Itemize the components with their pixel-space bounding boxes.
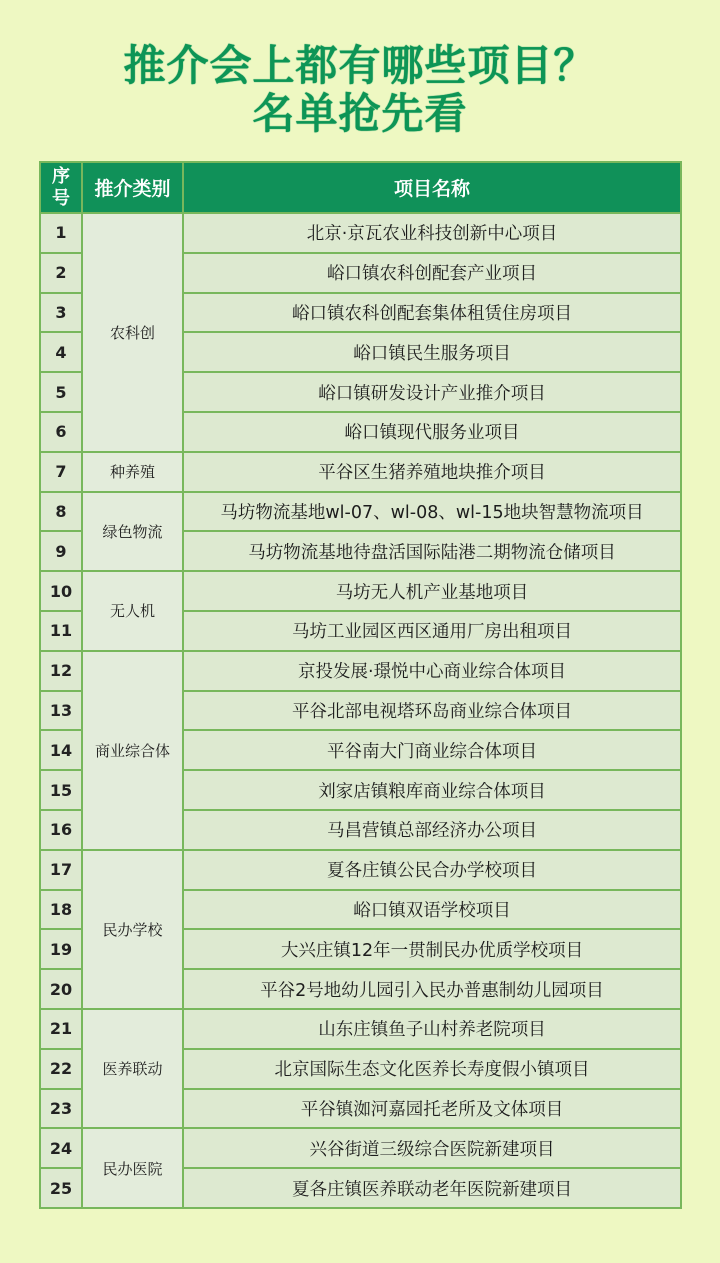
- row-category: 民办学校: [82, 850, 183, 1009]
- row-project-name: 夏各庄镇医养联动老年医院新建项目: [183, 1168, 681, 1208]
- table-row: [40, 850, 681, 890]
- row-number: 15: [40, 770, 82, 810]
- row-project-name: 兴谷街道三级综合医院新建项目: [183, 1128, 681, 1168]
- table-row: [40, 1128, 681, 1168]
- row-project-name: 北京国际生态文化医养长寿度假小镇项目: [183, 1049, 681, 1089]
- row-number: 2: [40, 253, 82, 293]
- row-number: 19: [40, 929, 82, 969]
- row-project-name: 马坊无人机产业基地项目: [183, 571, 681, 611]
- row-project-name: 山东庄镇鱼子山村养老院项目: [183, 1009, 681, 1049]
- row-number: 14: [40, 730, 82, 770]
- table-row: [40, 452, 681, 492]
- row-number: 1: [40, 213, 82, 253]
- row-number: 9: [40, 531, 82, 571]
- row-project-name: 峪口镇农科创配套产业项目: [183, 253, 681, 293]
- row-number: 23: [40, 1089, 82, 1129]
- row-number: 22: [40, 1049, 82, 1089]
- row-project-name: 刘家店镇粮库商业综合体项目: [183, 770, 681, 810]
- row-project-name: 夏各庄镇公民合办学校项目: [183, 850, 681, 890]
- row-project-name: 大兴庄镇12年一贯制民办优质学校项目: [183, 929, 681, 969]
- row-number: 13: [40, 691, 82, 731]
- row-number: 10: [40, 571, 82, 611]
- row-project-name: 峪口镇民生服务项目: [183, 332, 681, 372]
- header-seq-top: 序: [52, 165, 70, 187]
- row-number: 17: [40, 850, 82, 890]
- row-project-name: 马昌营镇总部经济办公项目: [183, 810, 681, 850]
- row-category: 商业综合体: [82, 651, 183, 850]
- row-category: 绿色物流: [82, 492, 183, 572]
- header-category: 推介类别: [82, 162, 183, 213]
- header-seq-bottom: 号: [52, 187, 70, 209]
- row-project-name: 峪口镇研发设计产业推介项目: [183, 372, 681, 412]
- page-subtitle: 名单抢先看: [252, 89, 468, 138]
- row-number: 8: [40, 492, 82, 532]
- row-number: 11: [40, 611, 82, 651]
- table-body: [40, 213, 681, 1208]
- table-row: [40, 651, 681, 691]
- row-number: 4: [40, 332, 82, 372]
- row-project-name: 马坊物流基地wl-07、wl-08、wl-15地块智慧物流项目: [183, 492, 681, 532]
- row-number: 6: [40, 412, 82, 452]
- row-project-name: 峪口镇农科创配套集体租赁住房项目: [183, 293, 681, 333]
- table-header-row: [40, 162, 681, 213]
- row-project-name: 京投发展·璟悦中心商业综合体项目: [183, 651, 681, 691]
- project-list-table: [39, 161, 682, 1209]
- row-category: 种养殖: [82, 452, 183, 492]
- row-number: 12: [40, 651, 82, 691]
- row-project-name: 平谷北部电视塔环岛商业综合体项目: [183, 691, 681, 731]
- row-number: 21: [40, 1009, 82, 1049]
- row-number: 24: [40, 1128, 82, 1168]
- row-project-name: 平谷南大门商业综合体项目: [183, 730, 681, 770]
- row-project-name: 北京·京瓦农业科技创新中心项目: [183, 213, 681, 253]
- table-row: [40, 492, 681, 532]
- row-category: 医养联动: [82, 1009, 183, 1128]
- row-category: 农科创: [82, 213, 183, 452]
- table-row: [40, 571, 681, 611]
- row-number: 20: [40, 969, 82, 1009]
- row-category: 民办医院: [82, 1128, 183, 1208]
- header-seq: [40, 162, 82, 213]
- row-number: 25: [40, 1168, 82, 1208]
- row-project-name: 平谷2号地幼儿园引入民办普惠制幼儿园项目: [183, 969, 681, 1009]
- page-title: 推介会上都有哪些项目？: [123, 41, 597, 90]
- row-number: 16: [40, 810, 82, 850]
- table-row: [40, 213, 681, 253]
- row-project-name: 峪口镇现代服务业项目: [183, 412, 681, 452]
- row-number: 5: [40, 372, 82, 412]
- row-number: 3: [40, 293, 82, 333]
- row-project-name: 峪口镇双语学校项目: [183, 890, 681, 930]
- table-row: [40, 1009, 681, 1049]
- row-number: 7: [40, 452, 82, 492]
- row-project-name: 平谷镇洳河嘉园托老所及文体项目: [183, 1089, 681, 1129]
- header-name: 项目名称: [183, 162, 681, 213]
- row-project-name: 平谷区生猪养殖地块推介项目: [183, 452, 681, 492]
- row-number: 18: [40, 890, 82, 930]
- row-project-name: 马坊物流基地待盘活国际陆港二期物流仓储项目: [183, 531, 681, 571]
- row-category: 无人机: [82, 571, 183, 651]
- row-project-name: 马坊工业园区西区通用厂房出租项目: [183, 611, 681, 651]
